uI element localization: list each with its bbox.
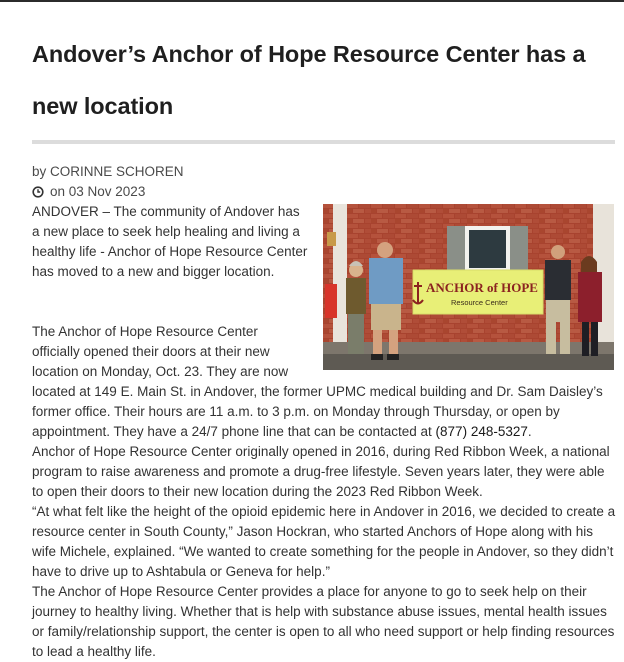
- article-body: [32, 202, 616, 662]
- dateline: [32, 182, 616, 202]
- photo-scene: [323, 204, 614, 370]
- title-divider: [32, 140, 615, 144]
- paragraph-1: ANDOVER – The community of Andover has a new place to seek help healing and living a healthy life - Anchor of Hope Resource Center has moved to a new and bigger location.: [32, 204, 308, 279]
- banner-subtext: Resource Center: [451, 298, 508, 307]
- paragraph-2-text: The Anchor of Hope Resource Center officially opened their doors at their new location on Monday, Oct. 23. They are now located at 149 E. Main St. in Andover, the former UPMC medical building and Dr. Sam Daisley’s former office. Their hours are 11 a.m. to 3 p.m. on Monday through Thursday, or open by appointment. They have a 24/7 phone line that can be contacted at: [32, 324, 603, 439]
- article-title: Andover’s Anchor of Hope Resource Center has a new location: [32, 41, 586, 119]
- article: [32, 28, 616, 662]
- byline: by CORINNE SCHOREN: [32, 164, 184, 179]
- banner-text: ANCHOR of HOPE: [426, 280, 538, 295]
- paragraph-4: “At what felt like the height of the opioid epidemic here in Andover in 2016, we decided to create a resource center in South County,” Jason Hockran, who started Anchors of Hope along with his wife Michele, explained. “We wanted to create something for the people in Andover, so they didn’t have to drive up to Ashtabula or Geneva for help.”: [32, 504, 616, 579]
- phone-link[interactable]: (877) 248-5327: [435, 424, 528, 439]
- publish-date: on 03 Nov 2023: [50, 184, 146, 199]
- paragraph-2-end: .: [527, 424, 532, 439]
- paragraph-3: Anchor of Hope Resource Center originally opened in 2016, during Red Ribbon Week, a national program to raise awareness and promote a drug-free lifestyle. Seven years later, they were able to open their doors to their new location during the 2023 Red Ribbon Week.: [32, 444, 610, 499]
- clock-icon: [32, 186, 44, 198]
- top-border: [0, 0, 624, 2]
- paragraph-5: The Anchor of Hope Resource Center provides a place for anyone to go to seek help on their journey to healthy living. Whether that is help with substance abuse issues, mental health issues or family/relationship support, the center is open to all who need support or help finding resources to lead a healthy life.: [32, 584, 615, 659]
- article-photo: [323, 204, 614, 370]
